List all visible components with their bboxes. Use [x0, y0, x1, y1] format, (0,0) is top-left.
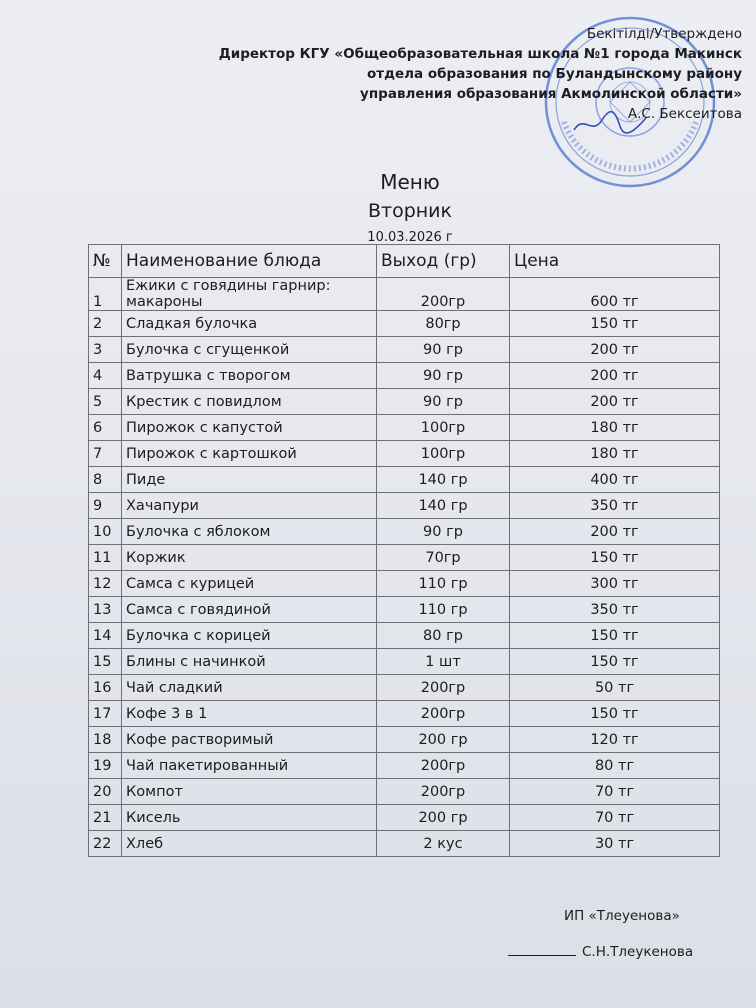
- row-number: 1: [89, 278, 122, 311]
- table-row: [89, 597, 720, 623]
- table-row: [89, 441, 720, 467]
- dish-name: Ежики с говядины гарнир: макароны: [122, 278, 377, 311]
- dish-output: 200 гр: [377, 727, 510, 753]
- dish-price: 180 тг: [510, 415, 720, 441]
- dish-price: 300 тг: [510, 571, 720, 597]
- row-number: 16: [89, 675, 122, 701]
- dish-output: 90 гр: [377, 337, 510, 363]
- row-number: 3: [89, 337, 122, 363]
- dish-price: 350 тг: [510, 493, 720, 519]
- dish-price: 350 тг: [510, 597, 720, 623]
- row-number: 5: [89, 389, 122, 415]
- dish-name: Чай сладкий: [122, 675, 377, 701]
- dish-price: 400 тг: [510, 467, 720, 493]
- row-number: 15: [89, 649, 122, 675]
- dish-name: Самса с курицей: [122, 571, 377, 597]
- dish-price: 180 тг: [510, 441, 720, 467]
- dish-output: 200гр: [377, 779, 510, 805]
- dish-output: 110 гр: [377, 597, 510, 623]
- row-number: 2: [89, 311, 122, 337]
- dish-price: 150 тг: [510, 701, 720, 727]
- dish-price: 150 тг: [510, 545, 720, 571]
- table-row: [89, 831, 720, 857]
- dish-price: 200 тг: [510, 519, 720, 545]
- table-row: [89, 363, 720, 389]
- col-header-price: Цена: [510, 245, 720, 278]
- dish-name: Булочка с корицей: [122, 623, 377, 649]
- dish-price: 150 тг: [510, 623, 720, 649]
- col-header-name: Наименование блюда: [122, 245, 377, 278]
- menu-day: Вторник: [367, 200, 453, 222]
- dish-output: 90 гр: [377, 363, 510, 389]
- director-line-1: Директор КГУ «Общеобразовательная школа №1 города Макинск: [218, 46, 742, 62]
- dish-price: 200 тг: [510, 389, 720, 415]
- dish-name: Самса с говядиной: [122, 597, 377, 623]
- dish-name: Булочка с сгущенкой: [122, 337, 377, 363]
- director-line-3: управления образования Акмолинской области»: [360, 86, 742, 102]
- table-row: [89, 727, 720, 753]
- dish-output: 70гр: [377, 545, 510, 571]
- dish-name: Сладкая булочка: [122, 311, 377, 337]
- dish-name: Пирожок с капустой: [122, 415, 377, 441]
- dish-name: Блины с начинкой: [122, 649, 377, 675]
- dish-price: 150 тг: [510, 311, 720, 337]
- dish-output: 200гр: [377, 701, 510, 727]
- row-number: 13: [89, 597, 122, 623]
- row-number: 11: [89, 545, 122, 571]
- dish-output: 80 гр: [377, 623, 510, 649]
- table-row: [89, 623, 720, 649]
- dish-price: 50 тг: [510, 675, 720, 701]
- row-number: 7: [89, 441, 122, 467]
- row-number: 18: [89, 727, 122, 753]
- dish-output: 140 гр: [377, 467, 510, 493]
- table-row: [89, 493, 720, 519]
- director-signatory: А.С. Бексеитова: [627, 106, 742, 122]
- footer-signature-line: [508, 944, 693, 960]
- table-row: [89, 571, 720, 597]
- dish-price: 70 тг: [510, 779, 720, 805]
- table-row: [89, 701, 720, 727]
- dish-price: 70 тг: [510, 805, 720, 831]
- dish-price: 30 тг: [510, 831, 720, 857]
- dish-output: 100гр: [377, 441, 510, 467]
- row-number: 6: [89, 415, 122, 441]
- table-row: [89, 675, 720, 701]
- dish-price: 80 тг: [510, 753, 720, 779]
- dish-output: 80гр: [377, 311, 510, 337]
- table-row: [89, 467, 720, 493]
- dish-output: 100гр: [377, 415, 510, 441]
- approval-block: [219, 24, 742, 124]
- table-row: [89, 278, 720, 311]
- dish-name: Кофе 3 в 1: [122, 701, 377, 727]
- row-number: 19: [89, 753, 122, 779]
- dish-name: Крестик с повидлом: [122, 389, 377, 415]
- table-row: [89, 753, 720, 779]
- col-header-number: №: [89, 245, 122, 278]
- row-number: 4: [89, 363, 122, 389]
- table-row: [89, 311, 720, 337]
- row-number: 8: [89, 467, 122, 493]
- table-row: [89, 779, 720, 805]
- table-row: [89, 519, 720, 545]
- dish-output: 200гр: [377, 753, 510, 779]
- table-row: [89, 415, 720, 441]
- dish-price: 200 тг: [510, 363, 720, 389]
- dish-output: 140 гр: [377, 493, 510, 519]
- dish-price: 150 тг: [510, 649, 720, 675]
- col-header-output: Выход (гр): [377, 245, 510, 278]
- dish-name: Кисель: [122, 805, 377, 831]
- dish-name: Компот: [122, 779, 377, 805]
- row-number: 22: [89, 831, 122, 857]
- dish-output: 200гр: [377, 675, 510, 701]
- row-number: 14: [89, 623, 122, 649]
- table-row: [89, 337, 720, 363]
- row-number: 17: [89, 701, 122, 727]
- table-header-row: [89, 245, 720, 278]
- menu-table-body: [89, 278, 720, 857]
- table-row: [89, 545, 720, 571]
- dish-price: 200 тг: [510, 337, 720, 363]
- dish-name: Хлеб: [122, 831, 377, 857]
- dish-output: 200 гр: [377, 805, 510, 831]
- dish-price: 120 тг: [510, 727, 720, 753]
- dish-name: Хачапури: [122, 493, 377, 519]
- dish-price: 600 тг: [510, 278, 720, 311]
- row-number: 9: [89, 493, 122, 519]
- row-number: 21: [89, 805, 122, 831]
- dish-name: Булочка с яблоком: [122, 519, 377, 545]
- table-row: [89, 389, 720, 415]
- menu-table: [88, 244, 720, 857]
- dish-output: 90 гр: [377, 389, 510, 415]
- row-number: 12: [89, 571, 122, 597]
- dish-output: 200гр: [377, 278, 510, 311]
- signature-blank: [508, 955, 576, 956]
- row-number: 10: [89, 519, 122, 545]
- company-name: ИП «Тлеуенова»: [564, 908, 680, 924]
- dish-name: Ватрушка с творогом: [122, 363, 377, 389]
- menu-date: 10.03.2026 г: [367, 230, 453, 245]
- dish-output: 1 шт: [377, 649, 510, 675]
- menu-title: Меню: [380, 170, 440, 194]
- dish-name: Пиде: [122, 467, 377, 493]
- dish-output: 110 гр: [377, 571, 510, 597]
- dish-name: Чай пакетированный: [122, 753, 377, 779]
- dish-output: 90 гр: [377, 519, 510, 545]
- director-line-2: отдела образования по Буландынскому району: [366, 66, 742, 82]
- table-row: [89, 805, 720, 831]
- approved-label: Бекітілді/Утверждено: [586, 26, 742, 42]
- dish-output: 2 кус: [377, 831, 510, 857]
- dish-name: Кофе растворимый: [122, 727, 377, 753]
- dish-name: Коржик: [122, 545, 377, 571]
- table-row: [89, 649, 720, 675]
- footer-signatory: С.Н.Тлеукенова: [582, 944, 694, 960]
- row-number: 20: [89, 779, 122, 805]
- dish-name: Пирожок с картошкой: [122, 441, 377, 467]
